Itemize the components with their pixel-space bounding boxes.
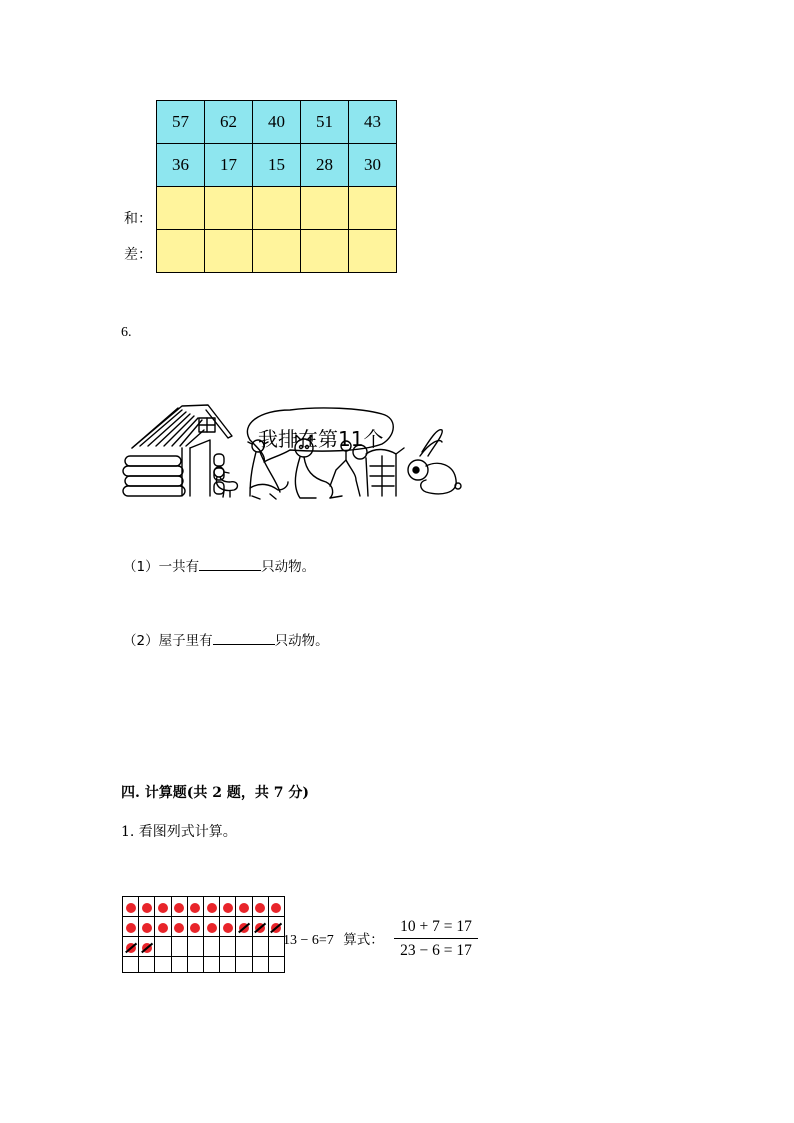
table-cell: 36 [157,144,205,187]
sub-question-2 [123,629,329,649]
sum-answer-row [157,187,397,230]
answer-blank[interactable] [199,557,261,572]
grid-cell [171,917,187,937]
grid-cell [203,937,219,957]
grid-cell [155,937,171,957]
difference-label: 差： [124,247,152,263]
grid-cell [187,917,203,937]
grid-cell [236,937,252,957]
answer-blank[interactable] [213,631,275,646]
table-cell: 15 [253,144,301,187]
red-dot [142,923,152,933]
grid-cell [171,937,187,957]
question-number: 6. [121,325,132,340]
fraction-bottom: 23 − 6 = 17 [400,942,472,959]
red-dot [126,923,136,933]
grid-cell [268,897,284,917]
table-cell: 62 [205,101,253,144]
crossed-dot [239,923,249,933]
red-dot [142,903,152,913]
fraction-answer [394,918,478,960]
section-title: 四. 计算题(共 2 题，共 7 分) [121,785,309,801]
answer-cell[interactable] [349,230,397,273]
red-dot [174,903,184,913]
grid-cell [155,917,171,937]
red-dot [207,903,217,913]
table-cell: 30 [349,144,397,187]
table-cell: 57 [157,101,205,144]
grid-cell [252,897,268,917]
grid-cell [252,917,268,937]
red-dot [271,903,281,913]
grid-row [123,957,285,973]
grid-cell [171,957,187,973]
red-dot [174,923,184,933]
grid-cell [139,957,155,973]
formula-label: 算式： [343,932,384,948]
answer-cell[interactable] [349,187,397,230]
grid-cell [123,957,139,973]
table-row [157,144,397,187]
grid-cell [220,897,236,917]
answer-cell[interactable] [253,187,301,230]
dot-grid [122,896,285,973]
grid-cell [220,917,236,937]
sub-question-1-prefix: （1）一共有 [123,559,200,575]
table-cell: 40 [253,101,301,144]
answer-cell[interactable] [205,187,253,230]
sub-question-1 [123,555,315,575]
grid-cell [123,897,139,917]
grid-cell [203,917,219,937]
grid-cell [139,937,155,957]
grid-cell [187,937,203,957]
grid-cell [203,957,219,973]
zebra-drawing [353,445,404,496]
answer-cell[interactable] [301,230,349,273]
number-table [156,100,397,273]
red-dot [239,903,249,913]
sub-question-2-suffix: 只动物。 [274,633,329,649]
sum-label: 和： [124,211,152,227]
grid-row [123,937,285,957]
grid-cell [187,957,203,973]
answer-cell[interactable] [301,187,349,230]
answer-cell[interactable] [157,187,205,230]
red-dot [126,903,136,913]
log-house-drawing [123,405,232,496]
grid-cell [252,957,268,973]
grid-cell [139,897,155,917]
grid-cell [236,957,252,973]
speech-bubble-text: 我排在第11个 [258,427,384,451]
difference-answer-row [157,230,397,273]
red-dot [190,903,200,913]
sub-question-1-suffix: 只动物。 [261,559,316,575]
rabbit-drawing [408,430,461,494]
grid-cell [155,897,171,917]
table-cell: 43 [349,101,397,144]
red-dot [158,923,168,933]
answer-cell[interactable] [253,230,301,273]
fraction-top: 10 + 7 = 17 [394,918,478,939]
grid-cell [187,897,203,917]
table-cell: 28 [301,144,349,187]
grid-cell [171,897,187,917]
red-dot [158,903,168,913]
red-dot [223,903,233,913]
red-dot [207,923,217,933]
grid-row [123,897,285,917]
grid-cell [236,897,252,917]
equation: 13 − 6=7 [283,933,334,948]
grid-cell [252,937,268,957]
grid-cell [139,917,155,937]
animals-house-illustration [120,396,465,508]
grid-cell [268,957,284,973]
answer-cell[interactable] [157,230,205,273]
grid-cell [268,937,284,957]
crossed-dot [255,923,265,933]
grid-row [123,917,285,937]
grid-cell [268,917,284,937]
red-dot [255,903,265,913]
answer-cell[interactable] [205,230,253,273]
table-cell: 17 [205,144,253,187]
grid-cell [155,957,171,973]
equation-text [283,928,384,949]
crossed-dot [126,943,136,953]
table-row [157,101,397,144]
red-dot [190,923,200,933]
grid-cell [220,937,236,957]
grid-cell [236,917,252,937]
grid-cell [203,897,219,917]
grid-cell [220,957,236,973]
question-1-text: 1. 看图列式计算。 [121,824,237,840]
grid-cell [123,917,139,937]
sub-question-2-prefix: （2）屋子里有 [123,633,213,649]
crossed-dot [142,943,152,953]
crossed-dot [271,923,281,933]
red-dot [223,923,233,933]
grid-cell [123,937,139,957]
table-cell: 51 [301,101,349,144]
